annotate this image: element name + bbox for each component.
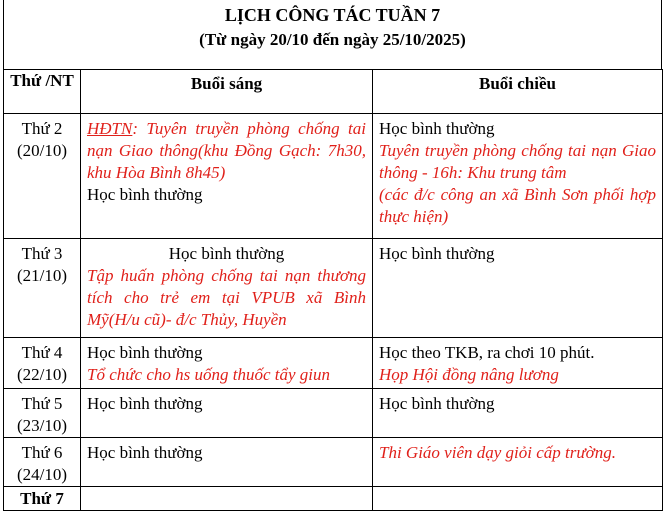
table-row bbox=[4, 438, 663, 487]
afternoon-plain: Học bình thường bbox=[379, 244, 495, 263]
table-row bbox=[4, 487, 663, 511]
afternoon-plain: Học bình thường bbox=[379, 394, 495, 413]
column-header-day: Thứ /NT bbox=[4, 70, 81, 114]
afternoon-plain: Học bình thường bbox=[379, 119, 495, 138]
afternoon-cell bbox=[373, 338, 663, 389]
morning-cell bbox=[81, 438, 373, 487]
morning-plain: Học bình thường bbox=[168, 244, 285, 263]
column-header-afternoon: Buổi chiều bbox=[373, 70, 663, 114]
morning-cell bbox=[81, 239, 373, 338]
afternoon-event-note: (các đ/c công an xã Bình Sơn phối hợp thực hiện) bbox=[379, 185, 656, 226]
day-cell bbox=[4, 239, 81, 338]
morning-plain: Học bình thường bbox=[87, 443, 203, 462]
table-row bbox=[4, 338, 663, 389]
afternoon-cell bbox=[373, 114, 663, 239]
schedule-header bbox=[3, 0, 662, 69]
table-row bbox=[4, 239, 663, 338]
afternoon-event: Tuyên truyền phòng chống tai nạn Giao thông - 16h: Khu trung tâm bbox=[379, 141, 656, 182]
schedule-table bbox=[3, 69, 663, 511]
day-label: Thứ 7 bbox=[20, 489, 64, 508]
morning-plain: Học bình thường bbox=[87, 185, 203, 204]
day-date: (22/10) bbox=[16, 365, 68, 384]
afternoon-event: Thi Giáo viên dạy giỏi cấp trường. bbox=[379, 443, 616, 462]
day-cell bbox=[4, 389, 81, 438]
day-cell bbox=[4, 487, 81, 511]
day-date: (21/10) bbox=[16, 266, 68, 285]
day-label: Thứ 6 bbox=[21, 443, 63, 462]
table-row bbox=[4, 389, 663, 438]
day-label: Thứ 2 bbox=[21, 119, 63, 138]
morning-cell bbox=[81, 114, 373, 239]
afternoon-plain: Học theo TKB, ra chơi 10 phút. bbox=[379, 343, 595, 362]
afternoon-event: Họp Hội đồng nâng lương bbox=[379, 365, 559, 384]
afternoon-cell bbox=[373, 389, 663, 438]
event-category: HĐTN bbox=[87, 119, 133, 138]
column-header-morning: Buổi sáng bbox=[81, 70, 373, 114]
day-date: (23/10) bbox=[16, 416, 68, 435]
morning-cell bbox=[81, 389, 373, 438]
table-header-row bbox=[4, 70, 663, 114]
morning-event: Tập huấn phòng chống tai nạn thương tích cho trẻ em tại VPUB xã Bình Mỹ(H/u cũ)- đ/c Thủy, Huyền bbox=[87, 266, 366, 329]
morning-event bbox=[87, 118, 366, 184]
morning-event: Tổ chức cho hs uống thuốc tẩy giun bbox=[87, 365, 330, 384]
afternoon-cell bbox=[373, 239, 663, 338]
afternoon-cell bbox=[373, 438, 663, 487]
table-row bbox=[4, 114, 663, 239]
day-cell bbox=[4, 438, 81, 487]
morning-cell bbox=[81, 487, 373, 511]
morning-cell bbox=[81, 338, 373, 389]
morning-plain: Học bình thường bbox=[87, 343, 203, 362]
day-label: Thứ 3 bbox=[21, 244, 63, 263]
page-title: LỊCH CÔNG TÁC TUẦN 7 bbox=[224, 5, 441, 25]
morning-plain: Học bình thường bbox=[87, 394, 203, 413]
afternoon-cell bbox=[373, 487, 663, 511]
day-label: Thứ 5 bbox=[21, 394, 63, 413]
page-subtitle: (Từ ngày 20/10 đến ngày 25/10/2025) bbox=[199, 30, 466, 49]
day-date: (20/10) bbox=[16, 141, 68, 160]
day-cell bbox=[4, 338, 81, 389]
day-cell bbox=[4, 114, 81, 239]
event-text: : Tuyên truyền phòng chống tai nạn Giao thông(khu Đồng Gạch: 7h30, khu Hòa Bình 8h45) bbox=[87, 119, 366, 182]
day-date: (24/10) bbox=[16, 465, 68, 484]
day-label: Thứ 4 bbox=[21, 343, 63, 362]
